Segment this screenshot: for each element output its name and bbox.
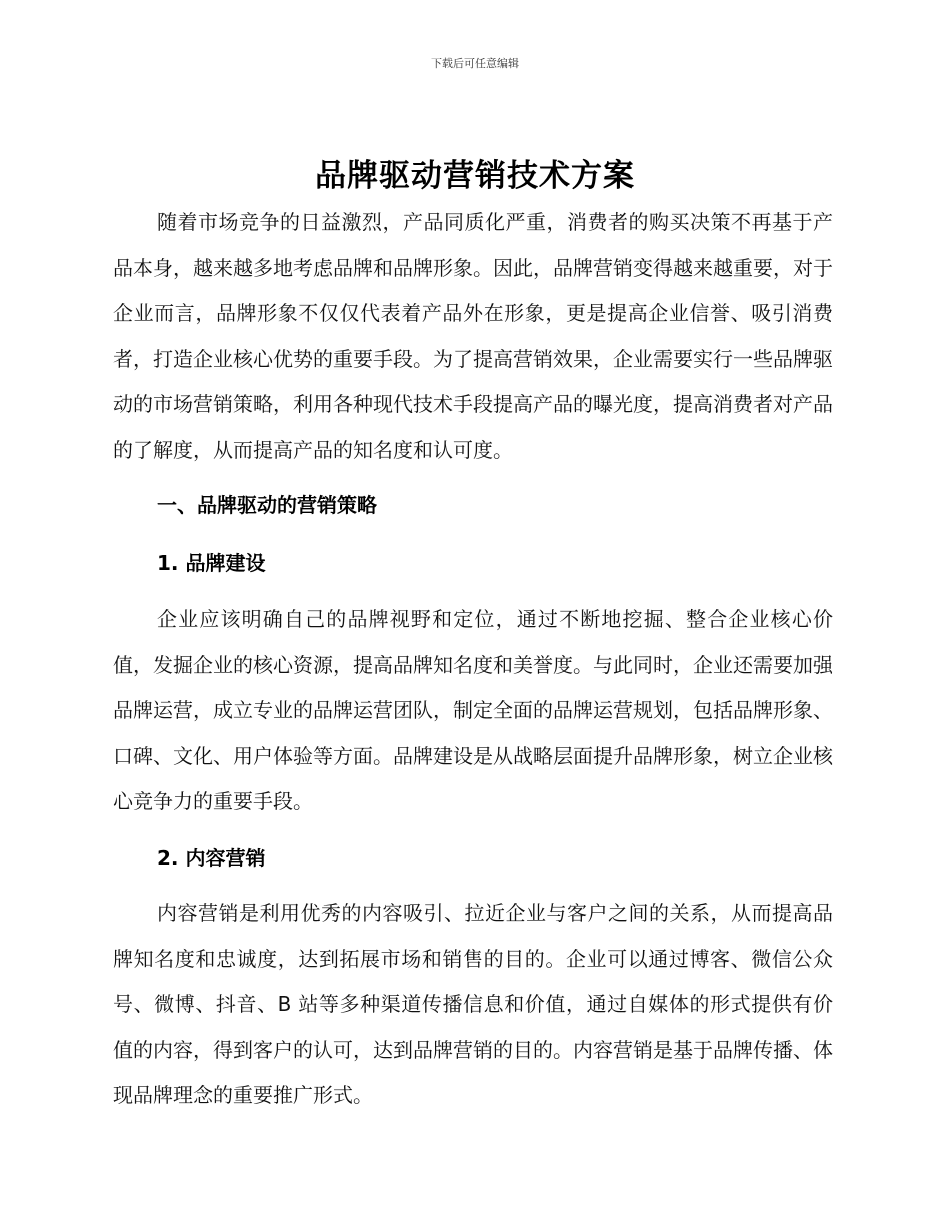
intro-paragraph: 随着市场竞争的日益激烈，产品同质化严重，消费者的购买决策不再基于产品本身，越来越多地考虑品牌和品牌形象。因此，品牌营销变得越来越重要，对于企业而言，品牌形象不仅仅代表着产品外在形象，更是提高企业信誉、吸引消费者，打造企业核心优势的重要手段。为了提高营销效果，企业需要实行一些品牌驱动的市场营销策略，利用各种现代技术手段提高产品的曝光度，提高消费者对产品的了解度，从而提高产品的知名度和认可度。: [113, 210, 833, 462]
brand-building-paragraph: 企业应该明确自己的品牌视野和定位，通过不断地挖掘、整合企业核心价值，发掘企业的核心资源，提高品牌知名度和美誉度。与此同时，企业还需要加强品牌运营，成立专业的品牌运营团队，制定全面的品牌运营规划，包括品牌形象、口碑、文化、用户体验等方面。品牌建设是从战略层面提升品牌形象，树立企业核心竞争力的重要手段。: [113, 607, 833, 813]
document-title: 品牌驱动营销技术方案: [315, 158, 635, 194]
subsection-heading-content-marketing: 2. 内容营销: [157, 846, 266, 870]
header-note: 下载后可任意编辑: [431, 57, 519, 70]
content-marketing-paragraph: 内容营销是利用优秀的内容吸引、拉近企业与客户之间的关系，从而提高品牌知名度和忠诚度，达到拓展市场和销售的目的。企业可以通过博客、微信公众号、微博、抖音、B 站等多种渠道传播信息和价值，通过自媒体的形式提供有价值的内容，得到客户的认可，达到品牌营销的目的。内容营销是基于品牌传播、体现品牌理念的重要推广形式。: [113, 901, 833, 1107]
section-heading: 一、品牌驱动的营销策略: [157, 493, 377, 517]
subsection-heading-brand-building: 1. 品牌建设: [157, 551, 266, 575]
